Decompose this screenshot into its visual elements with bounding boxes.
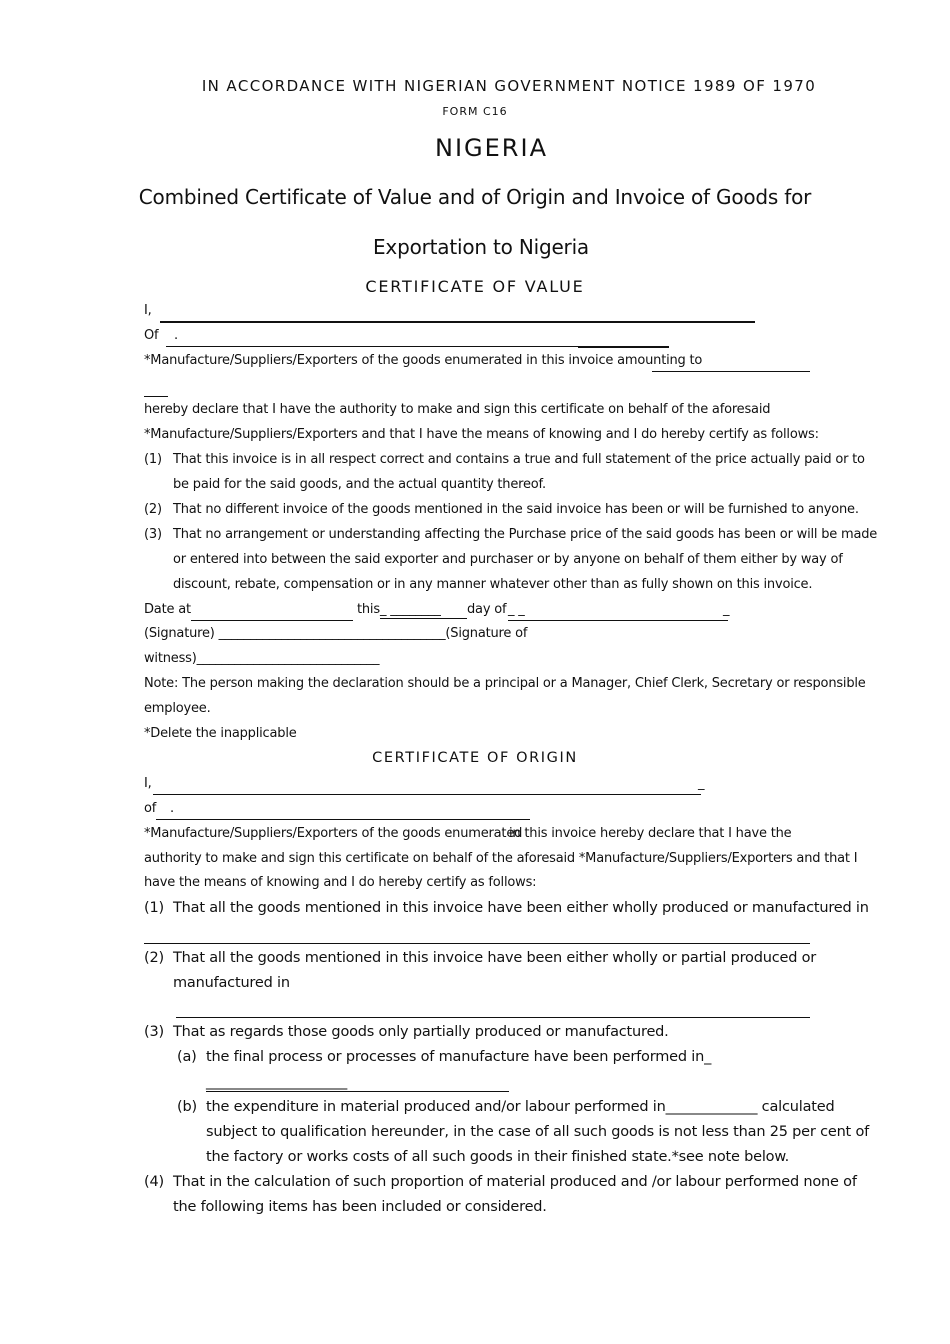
- this-label: this: [357, 602, 380, 617]
- date-at-label: Date at: [144, 602, 191, 617]
- origin-item3b-line3: the factory or works costs of all such goods in their finished state.*see note below.: [206, 1149, 790, 1165]
- origin-item3a-blank: ____________________: [206, 1074, 348, 1090]
- origin-i-label: I,: [144, 776, 152, 791]
- day-blank-right: _: [723, 602, 730, 617]
- document-title-line1: Combined Certificate of Value and of Origin and Invoice of Goods for: [138, 185, 812, 209]
- origin-item4-line2: the following items has been included or considered.: [173, 1199, 547, 1215]
- origin-of-field[interactable]: [156, 799, 530, 820]
- origin-decl-line2: authority to make and sign this certificate on behalf of the aforesaid *Manufacture/Suppliers/Exporters and that I: [144, 851, 858, 866]
- country-title: NIGERIA: [435, 134, 548, 162]
- day-blank-left: _ _: [508, 602, 525, 617]
- origin-i-trailing: _: [698, 776, 705, 791]
- day-of-label: day of: [467, 602, 507, 617]
- value-item2-line1: That no different invoice of the goods mentioned in the said invoice has been or will be furnished to anyone.: [173, 502, 859, 517]
- value-of-field[interactable]: [166, 326, 580, 347]
- origin-of-dot: .: [170, 801, 174, 816]
- origin-item2-country-field[interactable]: [176, 997, 810, 1018]
- value-item1-line1: That this invoice is in all respect correct and contains a true and full statement of the price actually paid or to: [173, 452, 865, 467]
- value-of-extra-field[interactable]: [578, 326, 669, 348]
- origin-item4-number: (4): [144, 1174, 164, 1190]
- value-declare-line2: *Manufacture/Suppliers/Exporters and that I have the means of knowing and I do hereby certify as follows:: [144, 427, 819, 442]
- origin-item3b-line1: the expenditure in material produced and/or labour performed in_____________ calculated: [206, 1099, 835, 1115]
- origin-item3a-country-field[interactable]: [206, 1071, 509, 1092]
- origin-item3b-line2: subject to qualification hereunder, in the case of all such goods is not less than 25 per cent of: [206, 1124, 870, 1140]
- government-notice: IN ACCORDANCE WITH NIGERIAN GOVERNMENT NOTICE 1989 OF 1970: [201, 77, 817, 95]
- origin-item1-line1: That all the goods mentioned in this invoice have been either wholly produced or manufactured in: [173, 900, 869, 916]
- document-title-line2: Exportation to Nigeria: [373, 235, 589, 259]
- delete-inapplicable-note: *Delete the inapplicable: [144, 726, 297, 741]
- origin-item2-number: (2): [144, 950, 164, 966]
- origin-decl-line1a: *Manufacture/Suppliers/Exporters of the goods enumerated: [144, 826, 523, 841]
- value-item2-number: (2): [144, 502, 162, 517]
- value-declare-line1: hereby declare that I have the authority to make and sign this certificate on behalf of the aforesaid: [144, 402, 771, 417]
- origin-item2-line2: manufactured in: [173, 975, 290, 991]
- origin-item3-number: (3): [144, 1024, 164, 1040]
- certificate-of-value-heading: CERTIFICATE OF VALUE: [365, 277, 585, 296]
- value-item3-line2: or entered into between the said exporter and purchaser or by anyone on behalf of them either by way of: [173, 552, 843, 567]
- origin-decl-line3: have the means of knowing and I do hereby certify as follows:: [144, 875, 537, 890]
- origin-item1-country-field[interactable]: [144, 923, 810, 944]
- value-item3-line1: That no arrangement or understanding affecting the Purchase price of the said goods has been or will be made: [173, 527, 878, 542]
- this-blank: _ ________: [380, 602, 441, 617]
- note-line2: employee.: [144, 701, 211, 716]
- form-code: FORM C16: [442, 105, 508, 118]
- value-item3-number: (3): [144, 527, 162, 542]
- origin-item3a-number: (a): [177, 1049, 197, 1065]
- this-underline: [380, 618, 467, 619]
- date-at-field[interactable]: [191, 600, 353, 621]
- certificate-of-origin-heading: CERTIFICATE OF ORIGIN: [372, 750, 578, 766]
- origin-item2-line1: That all the goods mentioned in this invoice have been either wholly or partial produced or: [173, 950, 817, 966]
- origin-item3b-number: (b): [177, 1099, 197, 1115]
- value-amount-field-cont[interactable]: [144, 376, 168, 397]
- value-of-dot: .: [174, 328, 178, 343]
- value-of-label: Of: [144, 328, 159, 343]
- origin-item3a-line1: the final process or processes of manufacture have been performed in_: [206, 1049, 712, 1065]
- origin-item1-number: (1): [144, 900, 164, 916]
- note-line1: Note: The person making the declaration should be a principal or a Manager, Chief Clerk, Secretary or responsible: [144, 676, 866, 691]
- origin-of-label: of: [144, 801, 157, 816]
- origin-name-field[interactable]: [153, 774, 701, 795]
- value-name-field[interactable]: [160, 301, 755, 323]
- witness-line: witness)_____________________________: [144, 651, 380, 666]
- origin-decl-line1b: in this invoice hereby declare that I have the: [509, 826, 792, 841]
- value-amount-field[interactable]: [652, 351, 810, 372]
- origin-item4-line1: That in the calculation of such proportion of material produced and /or labour performed none of: [173, 1174, 857, 1190]
- value-item1-line2: be paid for the said goods, and the actual quantity thereof.: [173, 477, 546, 492]
- value-item3-line3: discount, rebate, compensation or in any manner whatever other than as fully shown on this invoice.: [173, 577, 813, 592]
- value-i-label: I,: [144, 303, 152, 318]
- day-of-field[interactable]: [508, 600, 728, 621]
- origin-item3-line1: That as regards those goods only partially produced or manufactured.: [173, 1024, 669, 1040]
- signature-line: (Signature) ____________________________________(Signature of: [144, 626, 528, 641]
- value-item1-number: (1): [144, 452, 162, 467]
- value-amount-text: *Manufacture/Suppliers/Exporters of the goods enumerated in this invoice amounting to: [144, 353, 703, 368]
